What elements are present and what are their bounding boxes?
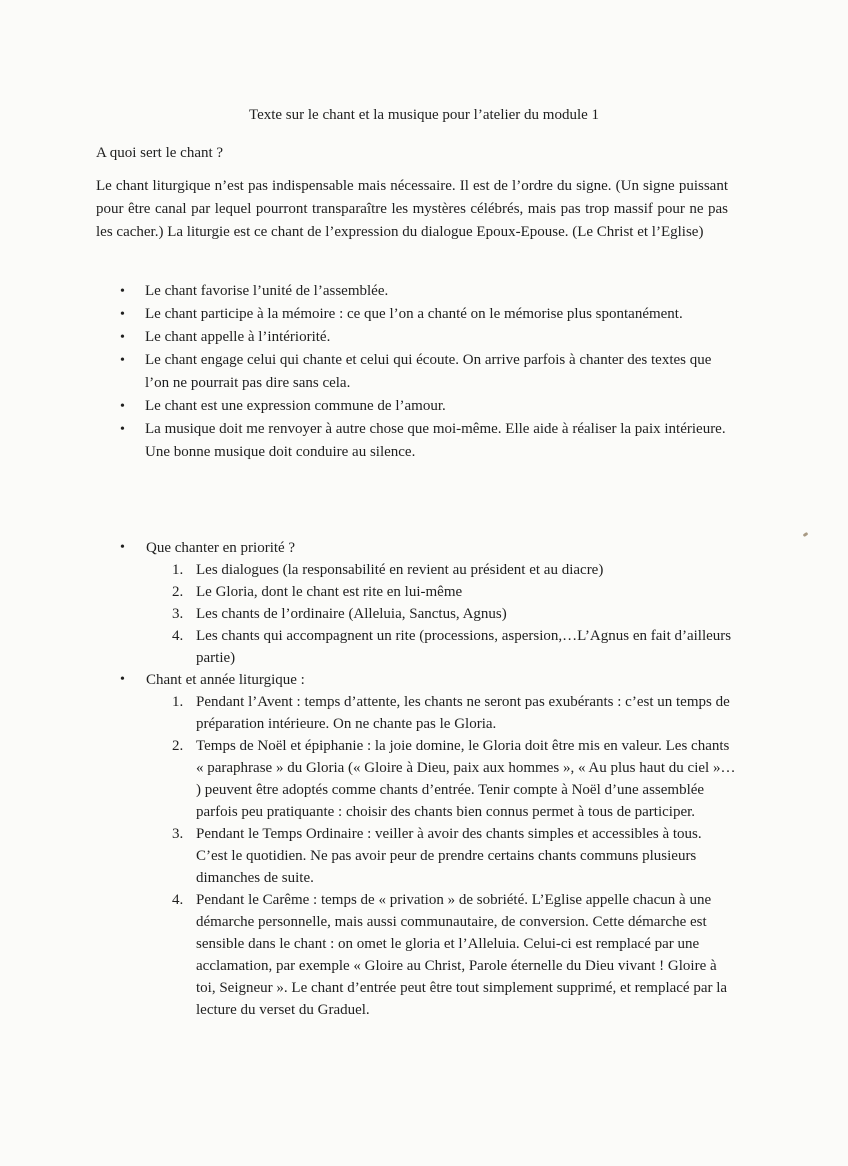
item-text: Les chants de l’ordinaire (Alleluia, Sanctus, Agnus) — [196, 606, 507, 622]
list-item — [96, 418, 736, 464]
section-priority — [96, 537, 776, 669]
item-text: Temps de Noël et épiphanie : la joie domine, le Gloria doit être mis en valeur. Les chants « paraphrase » du Gloria (« Gloire à Dieu, paix aux hommes », « Au plus haut du ciel »… ) peuvent être adoptés comme chants d’entrée. Tenir compte à Noël d’une assemblée parfois peu pratiquante : choisir des chants bien connus permet à tous de participer. — [196, 738, 736, 820]
list-item-text: Le chant est une expression commune de l’amour. — [145, 398, 446, 414]
list-item — [96, 303, 736, 326]
numbered-item — [146, 625, 736, 669]
item-number: 1. — [172, 694, 184, 710]
item-number: 2. — [172, 738, 184, 754]
item-number: 1. — [172, 562, 184, 578]
numbered-item — [146, 581, 736, 603]
numbered-item — [146, 603, 736, 625]
bullet-icon: • — [120, 330, 125, 345]
item-text: Pendant le Temps Ordinaire : veiller à avoir des chants simples et accessibles à tous. C’est le quotidien. Ne pas avoir peur de prendre certains chants communs plusieurs dimanches de suite. — [196, 826, 702, 886]
item-number: 4. — [172, 628, 184, 644]
numbered-item — [146, 691, 736, 735]
list-item-text: Le chant participe à la mémoire : ce que l’on a chanté on le mémorise plus spontanément. — [145, 306, 683, 322]
list-item-text: Le chant engage celui qui chante et celui qui écoute. On arrive parfois à chanter des textes que l’on ne pourrait pas dire sans cela. — [145, 352, 712, 391]
item-text: Le Gloria, dont le chant est rite en lui-même — [196, 584, 463, 600]
section-label: Chant et année liturgique : — [146, 672, 305, 688]
bullet-icon: • — [120, 422, 125, 437]
numbered-item — [146, 889, 736, 1021]
bullet-icon: • — [120, 540, 125, 555]
item-text: Les dialogues (la responsabilité en revient au président et au diacre) — [196, 562, 604, 578]
item-text: Pendant le Carême : temps de « privation » de sobriété. L’Eglise appelle chacun à une démarche personnelle, mais aussi communautaire, de conversion. Cette démarche est sensible dans le chant : on omet le gloria et l’Alleluia. Celui-ci est remplacé par une acclamation, par exemple « Gloire au Christ, Parole éternelle du Dieu vivant ! Gloire à toi, Seigneur ». Le chant d’entrée peut être tout simplement supprimé, et remplacé par la lecture du verset du Graduel. — [196, 892, 728, 1018]
numbered-item — [146, 559, 736, 581]
list-item — [96, 349, 736, 395]
document-title: Texte sur le chant et la musique pour l’atelier du module 1 — [248, 107, 600, 123]
list-item-text: Le chant favorise l’unité de l’assemblée. — [145, 283, 389, 299]
item-text: Pendant l’Avent : temps d’attente, les chants ne seront pas exubérants : c’est un temps de préparation intérieure. On ne chante pas le Gloria. — [196, 694, 730, 732]
bullet-icon: • — [120, 399, 125, 414]
numbered-list — [146, 559, 776, 669]
item-number: 2. — [172, 584, 184, 600]
sections-list — [96, 537, 776, 1021]
section-liturgical-year — [96, 669, 776, 1021]
numbered-item — [146, 735, 736, 823]
list-item-text: La musique doit me renvoyer à autre chose que moi-même. Elle aide à réaliser la paix intérieure. Une bonne musique doit conduire au silence. — [145, 421, 726, 460]
purpose-list — [96, 280, 736, 464]
bullet-icon: • — [120, 672, 125, 687]
list-item-text: Le chant appelle à l’intériorité. — [145, 329, 331, 345]
numbered-list — [146, 691, 776, 1021]
section-label: Que chanter en priorité ? — [146, 540, 296, 556]
bullet-icon: • — [120, 353, 125, 368]
numbered-item — [146, 823, 736, 889]
item-number: 3. — [172, 606, 184, 622]
list-item — [96, 395, 736, 418]
list-item — [96, 280, 736, 303]
bullet-icon: • — [120, 307, 125, 322]
intro-paragraph: Le chant liturgique n’est pas indispensable mais nécessaire. Il est de l’ordre du signe. (Un signe puissant pour être canal par lequel pourront transparaître les mystères célébrés, mais pas trop massif pour ne pas les cacher.) La liturgie est ce chant de l’expression du dialogue Epoux-Epouse. (Le Christ et l’Eglise) — [96, 178, 728, 240]
list-item — [96, 326, 736, 349]
section-heading: A quoi sert le chant ? — [96, 145, 224, 161]
scan-speck — [803, 532, 809, 537]
item-text: Les chants qui accompagnent un rite (processions, aspersion,…L’Agnus en fait d’ailleurs partie) — [196, 628, 732, 666]
item-number: 4. — [172, 892, 184, 908]
bullet-icon: • — [120, 284, 125, 299]
item-number: 3. — [172, 826, 184, 842]
